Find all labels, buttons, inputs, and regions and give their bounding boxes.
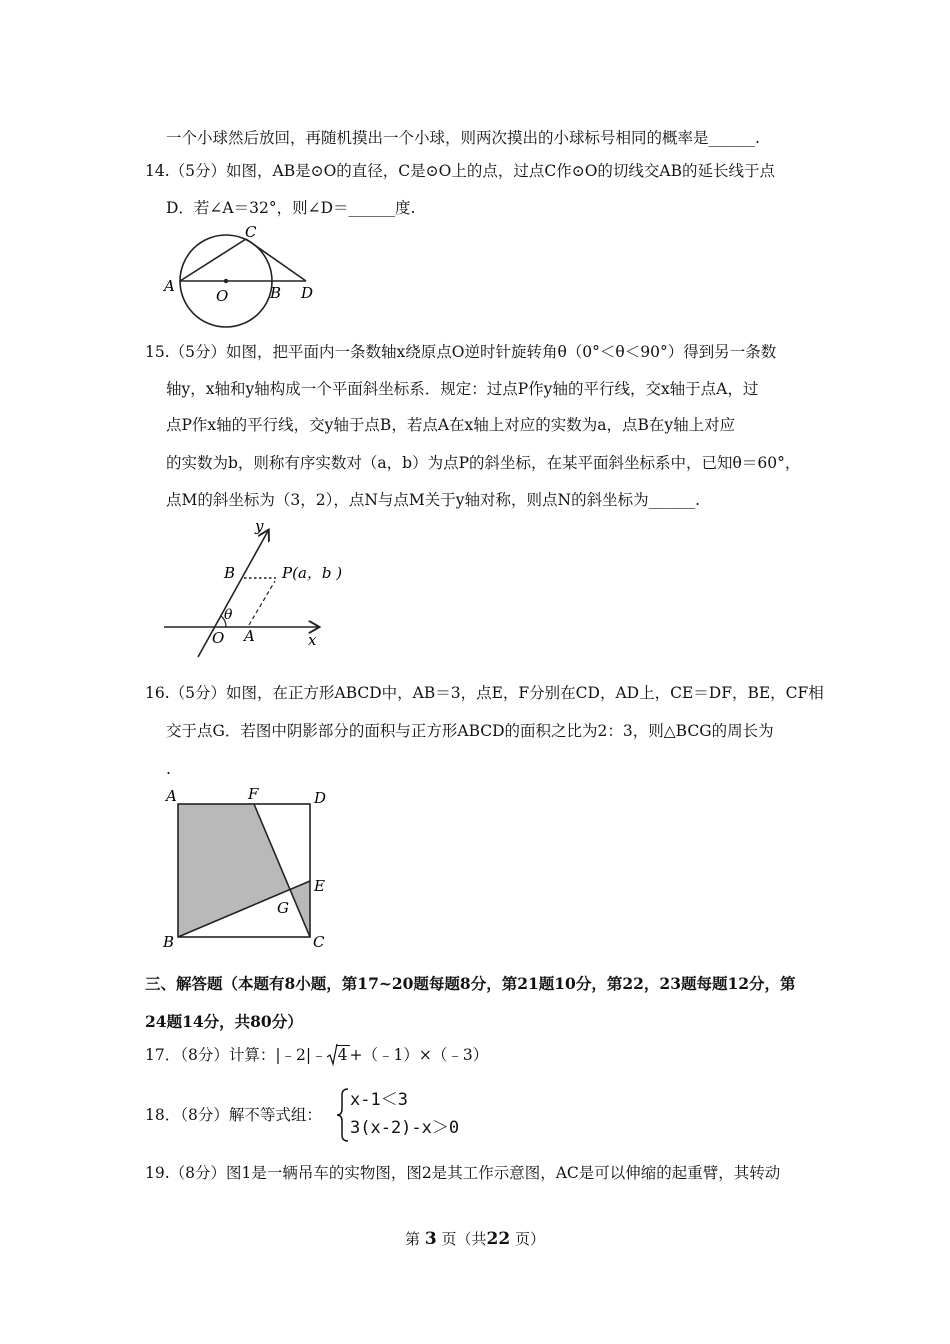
footer-middle: 页（共 xyxy=(441,1230,487,1248)
q14-line2: D．若∠A＝32°，则∠D＝______度. xyxy=(166,199,416,217)
section3-heading-line2: 24题14分，共80分） xyxy=(145,1012,303,1031)
label-theta: θ xyxy=(224,607,233,623)
q15-oblique-axes-figure xyxy=(160,515,360,660)
q17 xyxy=(145,1044,488,1066)
q16-square-figure xyxy=(158,783,338,953)
label-c: C xyxy=(245,225,257,241)
q18-prefix: 18．（8分）解不等式组： xyxy=(145,1106,322,1124)
q16-line3: . xyxy=(166,760,171,778)
footer-prefix: 第 xyxy=(405,1230,421,1248)
center-point xyxy=(224,279,228,283)
q18-inequality-2: 3(x-2)-x＞0 xyxy=(350,1118,460,1138)
dashed-ap xyxy=(249,581,275,625)
label-x: x xyxy=(308,631,317,649)
label-e: E xyxy=(314,877,325,895)
q14-circle-figure xyxy=(158,225,328,330)
q15-line3: 点P作x轴的平行线，交y轴于点B，若点A在x轴上对应的实数为a，点B在y轴上对应 xyxy=(166,416,736,434)
label-p: P(a，b ) xyxy=(282,564,343,582)
label-a: A xyxy=(244,627,255,645)
label-d: D xyxy=(301,284,314,302)
label-g: G xyxy=(277,899,289,917)
label-o: O xyxy=(216,287,229,305)
footer-total-pages: 22 xyxy=(486,1229,511,1249)
sqrt-radicand: 4 xyxy=(337,1046,348,1064)
page-footer xyxy=(0,1228,950,1249)
label-a: A xyxy=(164,277,175,295)
q16-line2: 交于点G．若图中阴影部分的面积与正方形ABCD的面积之比为2：3，则△BCG的周长为 xyxy=(166,722,774,740)
q17-suffix: +（﹣1）×（﹣3） xyxy=(349,1046,489,1064)
tangent-cd xyxy=(246,239,306,281)
q15-line2: 轴y，x轴和y轴构成一个平面斜坐标系．规定：过点P作y轴的平行线，交x轴于点A，过 xyxy=(166,380,759,398)
footer-page-number: 3 xyxy=(424,1229,437,1249)
label-a: A xyxy=(166,787,177,805)
left-brace-icon xyxy=(336,1087,350,1143)
label-y: y xyxy=(255,517,264,535)
q13-tail: 一个小球然后放回，再随机摸出一个小球，则两次摸出的小球标号相同的概率是______. xyxy=(166,129,760,147)
q14-line1: 14.（5分）如图，AB是⊙O的直径，C是⊙O上的点，过点C作⊙O的切线交AB的延长线于点 xyxy=(145,162,775,180)
label-o: O xyxy=(212,629,225,647)
y-axis xyxy=(198,531,268,657)
label-b: B xyxy=(224,564,236,582)
q15-line5: 点M的斜坐标为（3，2），点N与点M关于y轴对称，则点N的斜坐标为______. xyxy=(166,491,701,509)
q15-line1: 15.（5分）如图，把平面内一条数轴x绕原点O逆时针旋转角θ（0°＜θ＜90°）得到另一条数 xyxy=(145,343,777,361)
radical-sign-icon xyxy=(327,1043,338,1067)
label-c: C xyxy=(313,933,325,951)
label-b: B xyxy=(270,284,282,302)
label-f: F xyxy=(248,785,259,803)
label-d: D xyxy=(314,789,327,807)
q17-prefix: 17．（8分）计算：|﹣2|﹣ xyxy=(145,1046,327,1064)
line-ac xyxy=(180,239,246,281)
q19-line1: 19.（8分）图1是一辆吊车的实物图，图2是其工作示意图，AC是可以伸缩的起重臂，其转动 xyxy=(145,1164,781,1182)
sqrt-expression xyxy=(327,1044,350,1066)
section3-heading-line1: 三、解答题（本题有8小题，第17~20题每题8分，第21题10分，第22，23题每题12分，第 xyxy=(145,974,796,993)
q18-inequality-1: x-1＜3 xyxy=(350,1090,408,1110)
q16-line1: 16.（5分）如图，在正方形ABCD中，AB＝3，点E，F分别在CD，AD上，CE＝DF，BE，CF相 xyxy=(145,684,824,702)
footer-suffix: 页） xyxy=(514,1230,545,1248)
label-b: B xyxy=(163,933,175,951)
shaded-region-left xyxy=(178,804,290,937)
q15-line4: 的实数为b，则称有序实数对（a，b）为点P的斜坐标，在某平面斜坐标系中，已知θ＝60°， xyxy=(166,454,801,472)
